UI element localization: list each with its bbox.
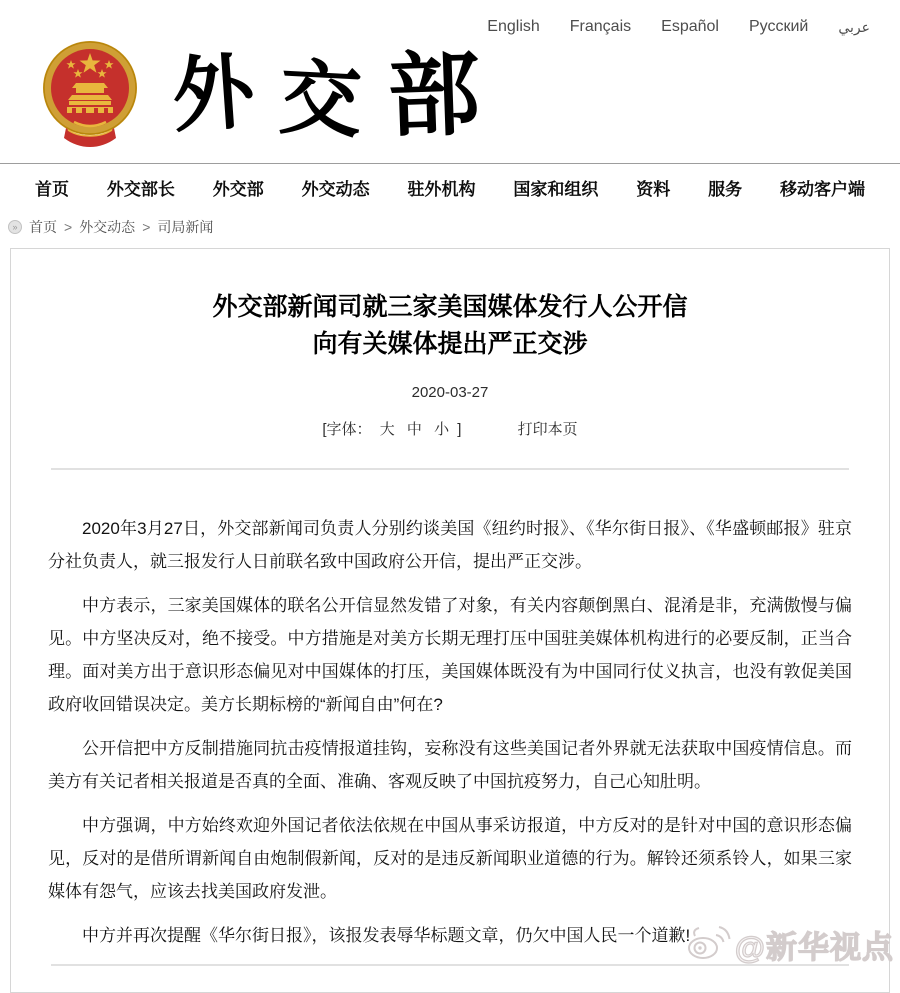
top-divider [51,468,849,470]
breadcrumb-home[interactable]: 首页 [29,218,57,235]
lang-french[interactable]: Français [569,18,632,35]
nav-countries-organizations[interactable]: 国家和组织 [513,180,599,199]
breadcrumb-separator: > [64,218,73,235]
main-nav [0,163,900,209]
print-page-button[interactable]: 打印本页 [517,421,578,438]
article-title [71,289,829,363]
nav-ministry[interactable]: 外交部 [212,180,264,199]
article-date: 2020-03-27 [411,384,489,401]
nav-home[interactable]: 首页 [35,180,69,199]
article-paragraph: 中方强调，中方始终欢迎外国记者依法依规在中国从事采访报道，中方反对的是针对中国的意识形态偏见，反对的是借所谓新闻自由炮制假新闻，反对的是违反新闻职业道德的行为。解铃还须系铃人，如果三家媒体有怨气，应该去找美国政府发泄。 [48,816,852,901]
nav-foreign-minister[interactable]: 外交部长 [106,180,175,199]
logo-char-jiao: 交 [277,49,364,151]
lang-russian[interactable]: Русский [748,18,809,35]
font-size-label-close: ] [457,421,462,438]
article-controls [11,418,889,439]
weibo-icon [686,922,732,967]
font-size-small-button[interactable]: 小 [434,421,450,438]
national-emblem-icon [38,38,142,153]
article-paragraph: 中方并再次提醒《华尔街日报》，该报发表辱华标题文章，仍欠中国人民一个道歉! [82,926,691,945]
article-container [10,248,890,993]
font-size-large-button[interactable]: 大 [379,421,395,438]
breadcrumb-arrow-icon: » [8,220,22,234]
font-size-label-open: [字体： [322,421,372,438]
breadcrumb-department-news[interactable]: 司局新闻 [157,218,214,235]
lang-spanish[interactable]: Español [661,18,719,35]
nav-resources[interactable]: 资料 [636,180,671,199]
logo-char-bu: 部 [386,39,482,151]
article-title-line2: 向有关媒体提出严正交涉 [312,330,588,358]
watermark-text: @新华视点 [734,930,894,965]
breadcrumb-separator: > [142,218,151,235]
article-body [48,512,852,952]
logo-char-wai: 外 [169,43,258,145]
weibo-watermark [686,922,894,967]
article-title-line1: 外交部新闻司就三家美国媒体发行人公开信 [212,293,688,321]
language-bar [487,18,870,36]
article-paragraph: 2020年3月27日，外交部新闻司负责人分别约谈美国《纽约时报》、《华尔街日报》、《华盛顿邮报》驻京分社负责人，就三报发行人日前联名致中国政府公开信，提出严正交涉。 [48,519,852,571]
breadcrumb-diplomatic-activities[interactable]: 外交动态 [79,218,136,235]
breadcrumb [0,209,900,237]
article-paragraph: 公开信把中方反制措施同抗击疫情报道挂钩，妄称没有这些美国记者外界就无法获取中国疫情信息。而美方有关记者相关报道是否真的全面、准确、客观反映了中国抗疫努力，自己心知肚明。 [48,739,852,791]
nav-missions-abroad[interactable]: 驻外机构 [407,180,476,199]
nav-services[interactable]: 服务 [708,180,743,199]
lang-arabic[interactable]: عربي [838,18,870,35]
article-paragraph: 中方表示，三家美国媒体的联名公开信显然发错了对象，有关内容颠倒黑白、混淆是非，充满傲慢与偏见。中方坚决反对，绝不接受。中方措施是对美方长期无理打压中国驻美媒体机构进行的必要反制，正当合理。面对美方出于意识形态偏见对中国媒体的打压，美国媒体既没有为中国同行仗义执言，也没有敦促美国政府收回错误决定。美方长期标榜的“新闻自由”何在? [48,596,852,714]
nav-mobile-client[interactable]: 移动客户端 [780,180,865,199]
font-size-medium-button[interactable]: 中 [406,421,422,438]
nav-diplomatic-activities[interactable]: 外交动态 [301,180,370,199]
lang-english[interactable]: English [487,18,540,35]
logo-calligraphy [169,39,482,151]
